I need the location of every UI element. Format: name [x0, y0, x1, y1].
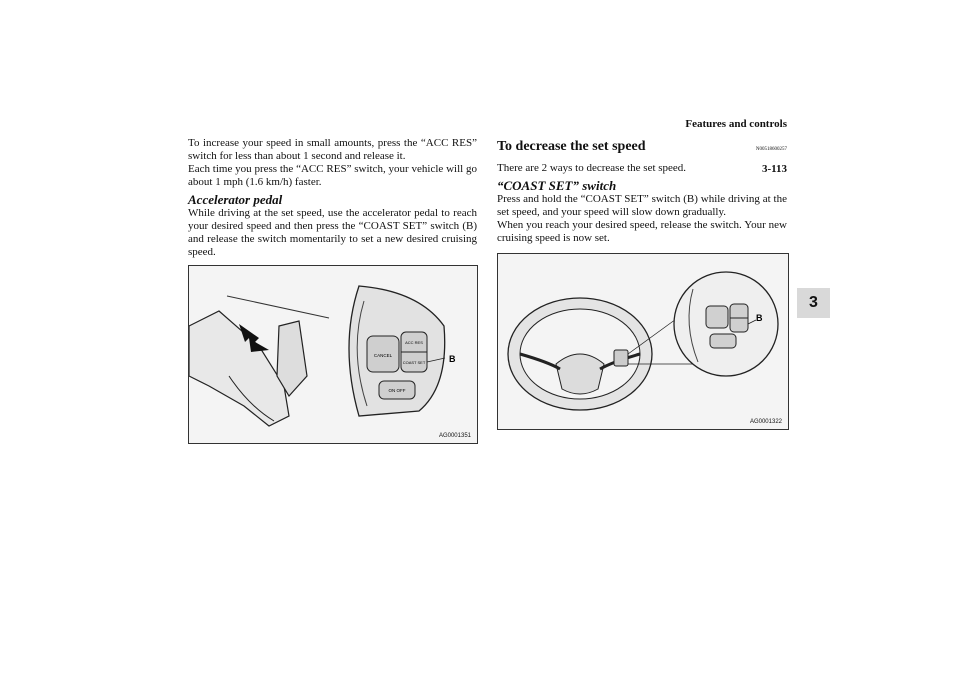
illustration-pedal-and-switch — [189, 266, 477, 443]
section-code: N00518600257 — [755, 147, 787, 152]
figure-accelerator-switch — [188, 265, 478, 444]
accelerator-pedal-body: While driving at the set speed, use the accelerator pedal to reach your desired speed and then press the “COAST SET” switch (B) and release the switch momentarily to set a new desired cruising speed. — [188, 207, 477, 258]
coast-set-body-1: Press and hold the “COAST SET” switch (B) while driving at the set speed, and your speed will slow down gradually. — [497, 193, 787, 218]
section-intro: There are 2 ways to decrease the set speed. — [497, 162, 687, 174]
figure-code-2: AG0001322 — [749, 419, 782, 425]
subheading-coast-set: “COAST SET” switch — [497, 178, 617, 193]
coast-set-label: COAST SET — [402, 360, 426, 365]
intro-paragraph-2: Each time you press the “ACC RES” switch, your vehicle will go about 1 mph (1.6 km/h) faster. — [188, 163, 477, 188]
label-b: B — [449, 354, 456, 364]
page-number: 3-113 — [761, 163, 787, 175]
coast-set-body-2: When you reach your desired speed, release the switch. Your new cruising speed is now set. — [497, 219, 787, 244]
label-b-2: B — [756, 313, 763, 323]
section-header: Features and controls — [685, 118, 787, 130]
section-heading: To decrease the set speed — [497, 139, 646, 154]
acc-res-label: ACC RES — [405, 340, 423, 345]
intro-paragraph-1: To increase your speed in small amounts, press the “ACC RES” switch for less than about 1 second and release it. — [188, 137, 477, 162]
chapter-tab: 3 — [797, 288, 830, 318]
left-column — [188, 137, 477, 259]
on-off-label: ON OFF — [388, 388, 406, 393]
right-column — [497, 137, 787, 245]
cancel-label: CANCEL — [373, 353, 393, 358]
illustration-steering-wheel — [498, 254, 788, 429]
figure-steering-wheel — [497, 253, 789, 430]
section-heading-row — [497, 139, 787, 158]
subheading-accelerator-pedal: Accelerator pedal — [188, 192, 283, 207]
figure-code: AG0001351 — [438, 433, 471, 439]
